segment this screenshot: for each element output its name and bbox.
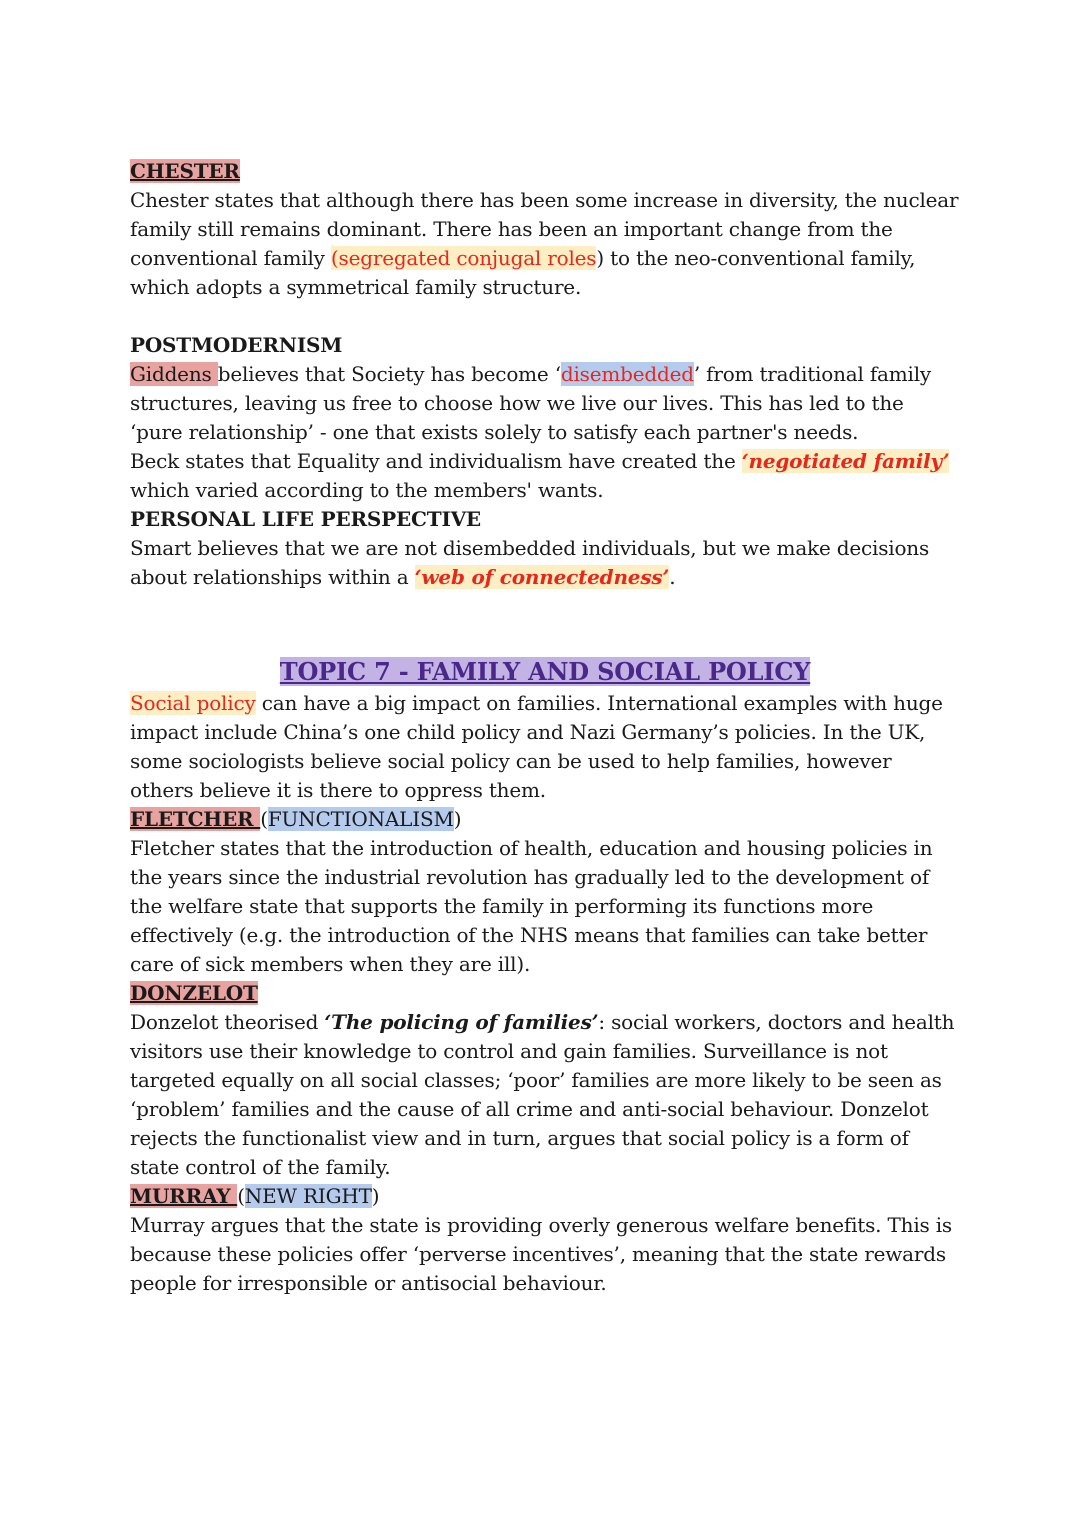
chester-paragraph [130,186,960,302]
beck-text-b: which varied according to the members' wants. [130,478,604,502]
giddens-paragraph [130,360,960,447]
notes-page [130,157,960,1298]
giddens-key-term: disembedded [560,362,694,386]
chester-text-b: ) to the neo-conventional family, which adopts a symmetrical family structure. [130,246,916,299]
social-policy-key-term: Social policy [130,691,256,715]
fletcher-perspective-badge: FUNCTIONALISM [267,807,454,831]
topic7-section [130,656,960,805]
donzelot-heading [130,979,960,1008]
spacer [130,592,960,656]
murray-perspective-badge: NEW RIGHT [244,1184,372,1208]
social-policy-intro [130,689,960,805]
donzelot-section [130,979,960,1182]
beck-key-term: ‘negotiated family’ [741,449,950,473]
personal-life-heading: PERSONAL LIFE PERSPECTIVE [130,507,481,531]
postmodernism-section [130,331,960,505]
donzelot-key-term: ‘The policing of families’ [324,1010,599,1034]
chester-section [130,157,960,302]
smart-text-b: . [669,565,676,589]
smart-key-term: ‘web of connectedness’ [414,565,670,589]
fletcher-heading [130,805,960,834]
smart-text-a: Smart believes that we are not disembedded individuals, but we make decisions about relationships within a [130,536,930,589]
topic-title-label: TOPIC 7 - FAMILY AND SOCIAL POLICY [279,657,811,686]
fletcher-section [130,805,960,979]
chester-key-term: (segregated conjugal roles [330,246,597,270]
fletcher-paragraph: Fletcher states that the introduction of health, education and housing policies in the years since the industrial revolution has gradually led to the development of the welfare state that supports the family in performing its functions more effectively (e.g. the introduction of the NHS means that families can take better care of sick members when they are ill). [130,836,933,976]
murray-paragraph: Murray argues that the state is providing overly generous welfare benefits. This is because these policies offer ‘perverse incentives’, meaning that the state rewards people for irresponsible or antisocial behaviour. [130,1213,952,1295]
social-policy-intro-text: can have a big impact on families. International examples with huge impact include China’s one child policy and Nazi Germany’s policies. In the UK, some sociologists believe social policy can be used to help families, however others believe it is there to oppress them. [130,691,943,802]
spacer [130,302,960,331]
murray-paren-close: ) [371,1184,380,1208]
donzelot-name: DONZELOT [130,981,258,1005]
chester-text-a: Chester states that although there has been some increase in diversity, the nuclear family still remains dominant. There has been an important change from the conventional family [130,188,959,270]
personal-life-section [130,505,960,592]
chester-heading [130,157,960,186]
fletcher-paren-close: ) [453,807,462,831]
murray-heading [130,1182,960,1211]
beck-paragraph [130,447,960,505]
beck-text-a: Beck states that Equality and individualism have created the [130,449,742,473]
postmodernism-heading: POSTMODERNISM [130,333,343,357]
topic-title [130,656,960,688]
murray-name: MURRAY [130,1184,238,1208]
giddens-name: Giddens [130,362,218,386]
donzelot-text-b: : social workers, doctors and health visitors use their knowledge to control and gain families. Surveillance is not targeted equally on all social classes; ‘poor’ families are more likely to be seen as ‘problem’ families and the cause of all crime and anti-social behaviour. Donzelot rejects the functionalist view and in turn, argues that social policy is a form of state control of the family. [130,1010,955,1179]
smart-paragraph [130,534,960,592]
giddens-text-b: ’ from traditional family structures, leaving us free to choose how we live our lives. This has led to the ‘pure relationship’ - one that exists solely to satisfy each partner's needs. [130,362,932,444]
murray-section [130,1182,960,1298]
murray-paren-open: ( [237,1184,245,1208]
fletcher-paren-open: ( [260,807,268,831]
fletcher-name: FLETCHER [130,807,261,831]
giddens-text-a: believes that Society has become ‘ [217,362,561,386]
chester-heading-label: CHESTER [130,159,240,183]
donzelot-paragraph [130,1008,960,1182]
donzelot-text-a: Donzelot theorised [130,1010,325,1034]
